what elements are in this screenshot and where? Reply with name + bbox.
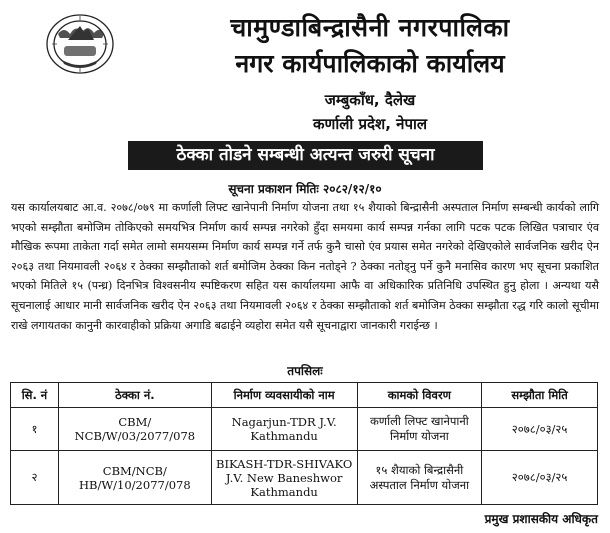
work-line: १५ शैयाको बिन्द्रासैनी xyxy=(375,462,464,477)
contract-no-line: HB/W/10/2077/078 xyxy=(79,477,191,492)
contractor-line: J.V. New Baneshwor xyxy=(225,470,343,485)
contractor-line: Kathmandu xyxy=(250,429,318,443)
contract-no-line: CBM/NCB/ xyxy=(102,463,167,478)
notice-title: ठेक्का तोडने सम्बन्धी अत्यन्त जरुरी सूचना xyxy=(128,141,483,170)
contract-no-line: NCB/W/03/2077/078 xyxy=(74,429,196,443)
work-line: निर्माण योजना xyxy=(389,429,449,443)
cell-contractor xyxy=(211,451,357,505)
nepal-emblem-icon xyxy=(44,12,116,76)
work-line: कर्णाली लिफ्ट खानेपानी xyxy=(369,414,469,428)
contract-no-line: CBM/ xyxy=(118,415,152,429)
col-header-date: सम्झौता मिति xyxy=(482,383,598,408)
col-header-contract-no: ठेक्का नं. xyxy=(58,383,211,408)
publication-date: सूचना प्रकाशन मितिः २०८२/१२/१० xyxy=(228,182,382,196)
col-header-work: कामको विवरण xyxy=(357,383,482,408)
cell-contract-no xyxy=(58,451,211,505)
cell-contract-no xyxy=(58,408,211,451)
col-header-contractor: निर्माण व्यवसायीको नाम xyxy=(211,383,357,408)
contractor-line: BIKASH-TDR-SHIVAKO xyxy=(216,456,353,471)
cell-work xyxy=(357,451,482,505)
work-line: अस्पताल निर्माण योजना xyxy=(369,477,470,492)
contractor-line: Nagarjun-TDR J.V. xyxy=(231,415,337,429)
table-header-row xyxy=(11,383,598,408)
table-row xyxy=(11,408,598,451)
tender-table xyxy=(10,382,598,505)
schedule-heading: तपसिलः xyxy=(287,364,323,378)
address-line1: जम्बुकाँध, दैलेख xyxy=(324,91,416,109)
cell-work xyxy=(357,408,482,451)
col-header-sn: सि. नं xyxy=(11,383,59,408)
cell-sn: १ xyxy=(11,408,59,451)
cell-contractor xyxy=(211,408,357,451)
cell-date: २०७८/०३/२५ xyxy=(482,408,598,451)
cell-date: २०७८/०३/२५ xyxy=(482,451,598,505)
notice-body: यस कार्यालयबाट आ.व. २०७८/०७९ मा कर्णाली लिफ्ट खानेपानी निर्माण योजना तथा १५ शैयाको बिन्द्रासैनी अस्पताल निर्माण सम्बन्धी कार्यको लागि भएको सम्झौता बमोजिम तोकिएको समयभित्र निर्माण कार्य सम्पन्न नगरेको हुँदा समयमा कार्य सम्पन्न गर्नका लागि पटक पटक लिखित पत्राचार एंव मौखिक रूपमा ताकेता गर्दा समेत लामो समयसम्म निर्माण कार्य सम्पन्न गर्ने तर्फ कुनै चासो एंव प्रयास समेत नगरेको देखिएकोले सार्वजनिक खरीद ऐन २०६३ तथा नियमावली २०६४ र ठेक्का सम्झौताको शर्त बमोजिम ठेक्का किन नतोड्ने ? ठेक्का नतोड्नु पर्ने कुनै मनासिव कारण भए सूचना प्रकाशित भएको मितिले १५ (पन्ध्र) दिनभित्र विश्वसनीय स्पष्टिकरण सहित यस कार्यालयमा आफै वा अधिकारिक प्रतिनिधि उपस्थित हुनु होला । अन्यथा यसै सूचनालाई आधार मानी सार्वजनिक खरीद ऐन २०६३ तथा नियमावली २०६४ र ठेक्का सम्झौताको शर्त बमोजिम ठेक्का सम्झौता रद्ध गरि कालो सूचीमा राखे लगायतका कानुनी कारवाहीको प्रक्रिया अगाडि बढाईने व्यहोरा समेत यसै सूचनाद्वारा जानकारी गराईन्छ । xyxy=(11,201,599,332)
address-line2: कर्णाली प्रदेश, नेपाल xyxy=(312,115,428,133)
table-row xyxy=(11,451,598,505)
office-title-line2: नगर कार्यपालिकाको कार्यालय xyxy=(235,49,505,78)
office-title-line1: चामुण्डाबिन्द्रासैनी नगरपालिका xyxy=(230,13,510,42)
contractor-line: Kathmandu xyxy=(250,484,318,499)
cell-sn: २ xyxy=(11,451,59,505)
signature-designation: प्रमुख प्रशासकीय अधिकृत xyxy=(484,512,598,526)
